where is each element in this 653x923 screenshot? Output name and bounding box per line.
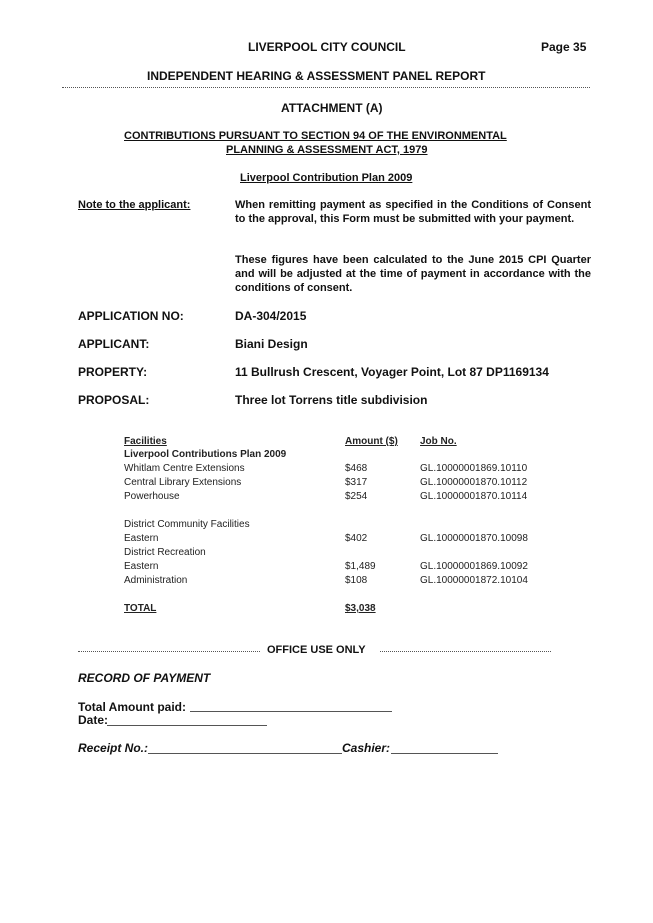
- note-paragraph-1: When remitting payment as specified in the Conditions of Consent to the approval, this Form must be submitted with your payment.: [235, 199, 591, 225]
- table-row-amount: $254: [345, 491, 368, 502]
- report-title: INDEPENDENT HEARING & ASSESSMENT PANEL REPORT: [147, 69, 486, 83]
- date-field[interactable]: [107, 725, 267, 726]
- page-number: Page 35: [541, 40, 587, 54]
- table-row-job: GL.10000001872.10104: [420, 575, 528, 586]
- total-label: TOTAL: [124, 603, 157, 614]
- office-divider-left: [78, 651, 260, 652]
- table-row-name: Powerhouse: [124, 491, 180, 502]
- total-amount-paid-field[interactable]: [190, 711, 392, 712]
- property-label: PROPERTY:: [78, 365, 148, 379]
- header-divider: [62, 87, 590, 88]
- receipt-no-field[interactable]: [148, 753, 342, 754]
- cashier-label: Cashier:: [342, 741, 391, 755]
- table-row-amount: $108: [345, 575, 368, 586]
- date-label: Date:: [78, 713, 109, 727]
- table-row-name: Eastern: [124, 561, 159, 572]
- contributions-title-line1: CONTRIBUTIONS PURSUANT TO SECTION 94 OF THE ENVIRONMENTAL: [124, 130, 507, 142]
- facilities-header: Facilities: [124, 436, 167, 447]
- council-name: LIVERPOOL CITY COUNCIL: [248, 40, 406, 54]
- receipt-no-label: Receipt No.:: [78, 741, 149, 755]
- table-row-amount: $468: [345, 463, 368, 474]
- note-paragraph-2: These figures have been calculated to the June 2015 CPI Quarter and will be adjusted at the time of payment in accordance with the conditions of consent.: [235, 254, 591, 294]
- plan-title: Liverpool Contribution Plan 2009: [240, 172, 413, 184]
- table-row-name: Central Library Extensions: [124, 477, 242, 488]
- proposal-value: Three lot Torrens title subdivision: [235, 393, 428, 407]
- proposal-label: PROPOSAL:: [78, 393, 150, 407]
- property-value: 11 Bullrush Crescent, Voyager Point, Lot 87 DP1169134: [235, 365, 549, 379]
- table-row-job: GL.10000001870.10112: [420, 477, 528, 488]
- office-use-heading: OFFICE USE ONLY: [267, 644, 366, 656]
- job-header: Job No.: [420, 436, 457, 447]
- applicant-label: APPLICANT:: [78, 337, 150, 351]
- office-divider-right: [380, 651, 551, 652]
- note-label: Note to the applicant:: [78, 199, 191, 211]
- table-row-name: Whitlam Centre Extensions: [124, 463, 245, 474]
- table-row-amount: $402: [345, 533, 368, 544]
- amount-header: Amount ($): [345, 436, 398, 447]
- table-row-name: District Community Facilities: [124, 519, 250, 530]
- table-row-job: GL.10000001869.10110: [420, 463, 528, 474]
- application-no-value: DA-304/2015: [235, 309, 307, 323]
- table-row-amount: $317: [345, 477, 368, 488]
- plan-heading: Liverpool Contributions Plan 2009: [124, 449, 287, 460]
- application-no-label: APPLICATION NO:: [78, 309, 184, 323]
- table-row-name: Eastern: [124, 533, 159, 544]
- attachment-label: ATTACHMENT (A): [281, 101, 383, 115]
- contributions-title-line2: PLANNING & ASSESSMENT ACT, 1979: [226, 144, 428, 156]
- total-amount: $3,038: [345, 603, 376, 614]
- table-row-amount: $1,489: [345, 561, 376, 572]
- table-row-job: GL.10000001870.10114: [420, 491, 528, 502]
- record-of-payment-heading: RECORD OF PAYMENT: [78, 671, 211, 685]
- table-row-job: GL.10000001869.10092: [420, 561, 528, 572]
- applicant-value: Biani Design: [235, 337, 308, 351]
- table-row-name: Administration: [124, 575, 188, 586]
- table-row-job: GL.10000001870.10098: [420, 533, 528, 544]
- cashier-field[interactable]: [391, 753, 498, 754]
- table-row-name: District Recreation: [124, 547, 206, 558]
- total-amount-paid-label: Total Amount paid:: [78, 700, 186, 714]
